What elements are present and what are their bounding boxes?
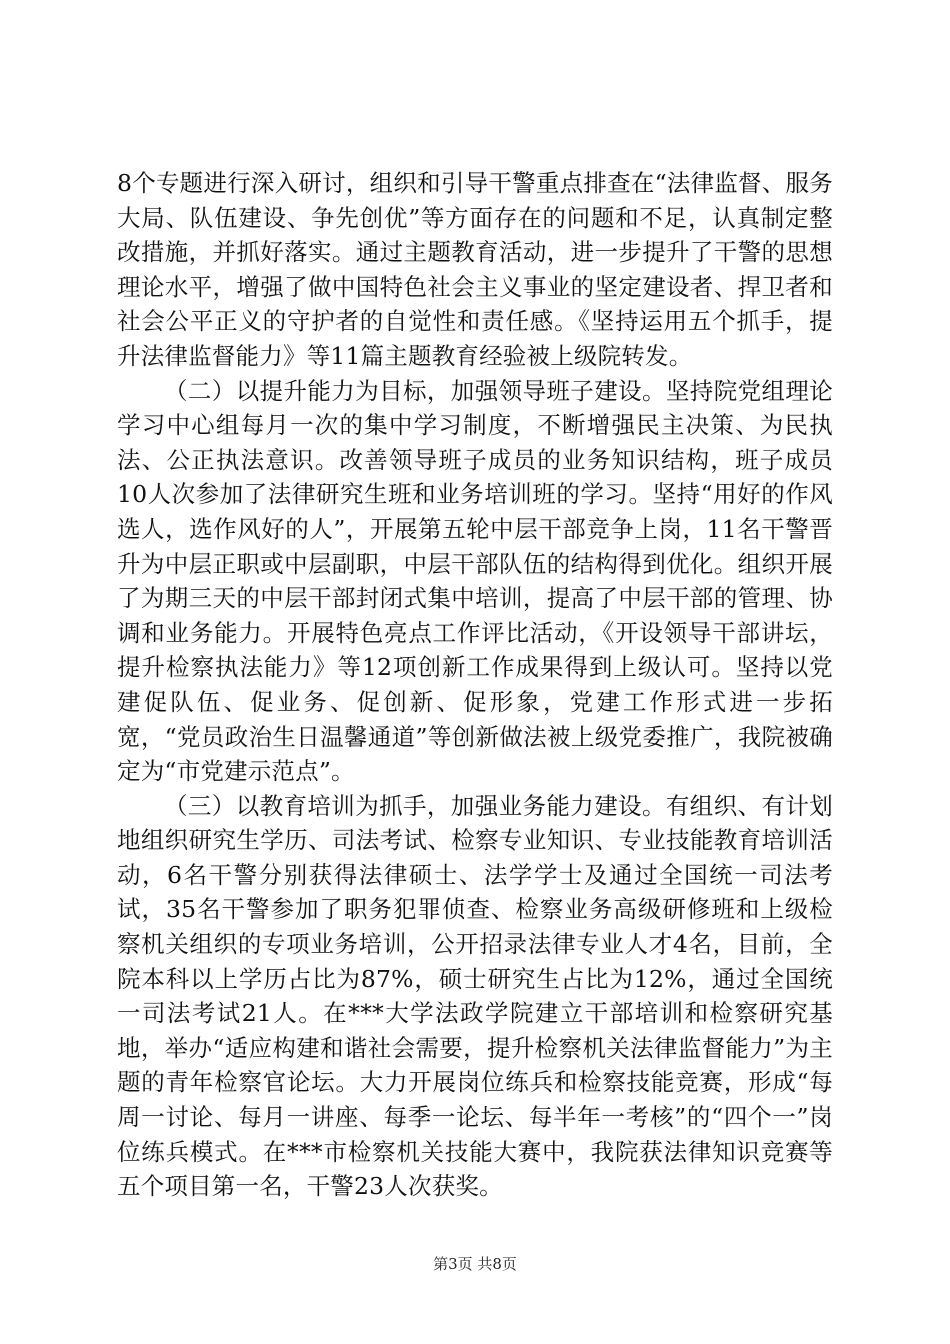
- page-footer: 第3页 共8页: [433, 1255, 517, 1273]
- paragraph-section-three: （三）以教育培训为抓手，加强业务能力建设。有组织、有计划地组织研究生学历、司法考试、检察专业知识、专业技能教育培训活动，6名干警分别获得法律硕士、法学学士及通过全国统一司法考试，35名干警参加了职务犯罪侦查、检察业务高级研修班和上级检察机关组织的专项业务培训，公开招录法律专业人才4名，目前，全院本科以上学历占比为87%，硕士研究生占比为12%，通过全国统一司法考试21人。在***大学法政学院建立干部培训和检察研究基地，举办“适应构建和谐社会需要，提升检察机关法律监督能力”为主题的青年检察官论坛。大力开展岗位练兵和检察技能竞赛，形成“每周一讨论、每月一讲座、每季一论坛、每半年一考核”的“四个一”岗位练兵模式。在***市检察机关技能大赛中，我院获法律知识竞赛等五个项目第一名，干警23人次获奖。: [117, 791, 833, 1201]
- paragraph-continuation: 8个专题进行深入研讨，组织和引导干警重点排查在“法律监督、服务大局、队伍建设、争先创优”等方面存在的问题和不足，认真制定整改措施，并抓好落实。通过主题教育活动，进一步提升了干警的思想理论水平，增强了做中国特色社会主义事业的坚定建设者、捍卫者和社会公平正义的守护者的自觉性和责任感。《坚持运用五个抓手，提升法律监督能力》等11篇主题教育经验被上级院转发。: [117, 169, 833, 370]
- paragraph-section-two: （二）以提升能力为目标，加强领导班子建设。坚持院党组理论学习中心组每月一次的集中学习制度，不断增强民主决策、为民执法、公正执法意识。改善领导班子成员的业务知识结构，班子成员10人次参加了法律研究生班和业务培训班的学习。坚持“用好的作风选人，选作风好的人”，开展第五轮中层干部竞争上岗，11名干警晋升为中层正职或中层副职，中层干部队伍的结构得到优化。组织开展了为期三天的中层干部封闭式集中培训，提高了中层干部的管理、协调和业务能力。开展特色亮点工作评比活动，《开设领导干部讲坛，提升检察执法能力》等12项创新工作成果得到上级认可。坚持以党建促队伍、促业务、促创新、促形象，党建工作形式进一步拓宽，“党员政治生日温馨通道”等创新做法被上级党委推广，我院被确定为“市党建示范点”。: [117, 376, 833, 786]
- body-text: [117, 166, 833, 1204]
